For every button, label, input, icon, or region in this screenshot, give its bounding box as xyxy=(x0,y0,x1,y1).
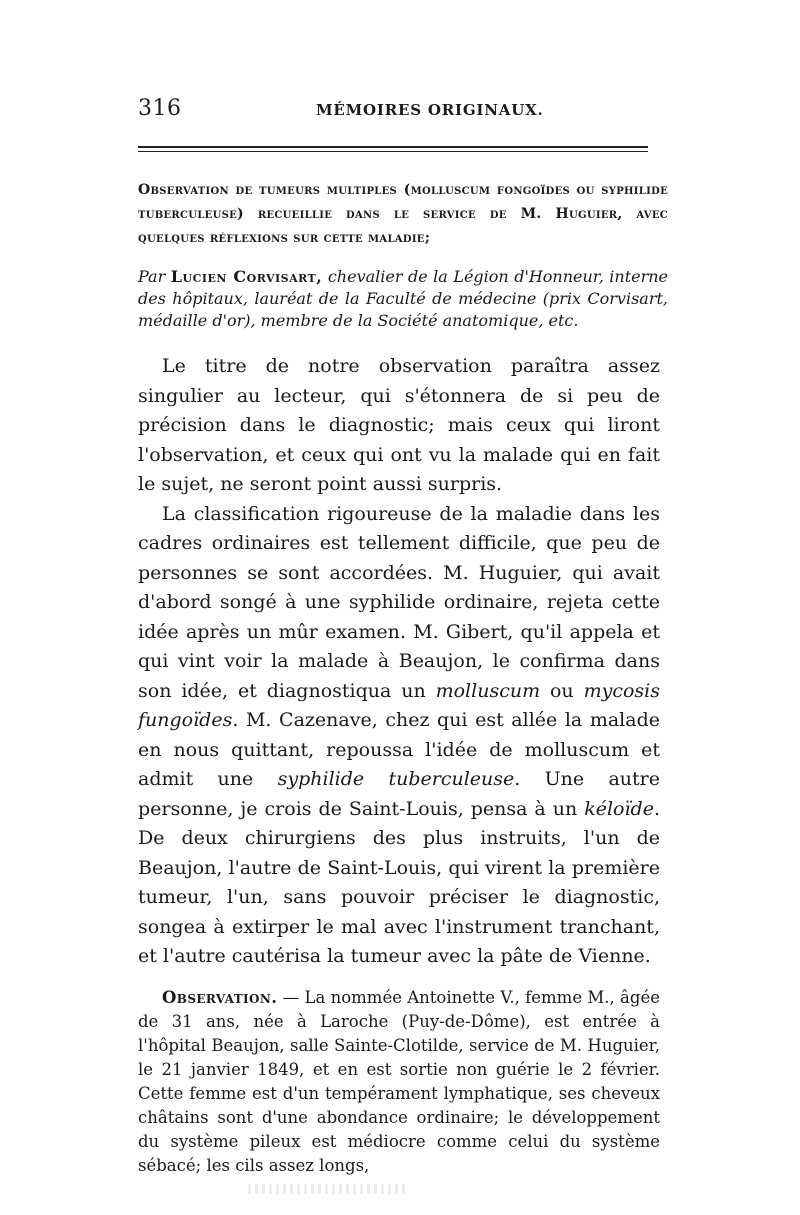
article-title: Observation de tumeurs multiples (molluscum fongoïdes ou syphilide tuberculeuse) recueillie dans le service de M. Huguier, avec quelques réflexions sur cette maladie; xyxy=(138,182,668,246)
byline-author: Lucien Corvisart, xyxy=(170,267,323,286)
term-keloide: kéloïde xyxy=(584,797,654,820)
paragraph-classification-part3: . Une autre personne, je crois de Saint-Louis, pensa à un xyxy=(138,768,661,820)
byline xyxy=(138,266,668,332)
observation-label: Observation. xyxy=(162,987,278,1007)
paragraph-classification-part2: . M. Cazenave, chez qui est allée la malade en nous quittant, repoussa l'idée de molluscum et admit une xyxy=(138,709,660,790)
paragraph-classification xyxy=(138,500,660,972)
observation-text: — La nommée Antoinette V., femme M., âgée de 31 ans, née à Laroche (Puy-de-Dôme), est entrée à l'hôpital Beaujon, salle Sainte-Clotilde, service de M. Huguier, le 21 janvier 1849, et en est sortie non guérie le 2 février. Cette femme est d'un tempérament lymphatique, ses cheveux châtains sont d'une abondance ordinaire; le développement du système pileux est médiocre comme celui du système sébacé; les cils assez longs, xyxy=(138,987,660,1175)
byline-par: Par xyxy=(138,267,166,286)
paragraph-intro: Le titre de notre observation paraîtra assez singulier au lecteur, qui s'étonnera de si peu de précision dans le diagnostic; mais ceux qui liront l'observation, et ceux qui ont vu la malade qui en fait le sujet, ne seront point aussi surpris. xyxy=(138,355,660,495)
body-text xyxy=(138,352,660,972)
header-rule xyxy=(138,146,648,152)
book-page xyxy=(138,96,668,1194)
bleed-through-text xyxy=(248,1184,408,1194)
observation-paragraph xyxy=(138,986,660,1178)
term-syphilide: syphilide tuberculeuse xyxy=(277,768,515,790)
term-molluscum: molluscum xyxy=(435,679,541,702)
running-head xyxy=(138,96,668,132)
page-number: 316 xyxy=(138,96,182,121)
observation-section xyxy=(138,986,660,1178)
running-title: MÉMOIRES ORIGINAUX. xyxy=(316,101,544,119)
paragraph-classification-part4: . De deux chirurgiens des plus instruits, l'un de Beaujon, l'autre de Saint-Louis, qui virent la première tumeur, l'un, sans pouvoir préciser le diagnostic, songea à extirper le mal avec l'instrument tranchant, et l'autre cautérisa la tumeur avec la pâte de Vienne. xyxy=(138,797,660,967)
byline-credentials: chevalier de la Légion d'Honneur, interne des hôpitaux, lauréat de la Faculté de médecine (prix Corvisart, médaille d'or), membre de la Société anatomique, etc. xyxy=(138,267,669,330)
term-mycosis: mycosis fungoïdes xyxy=(138,679,660,731)
word-ou: ou xyxy=(549,679,574,702)
header-rule-thick xyxy=(138,146,648,148)
header-rule-thin xyxy=(138,151,648,152)
paragraph-classification-part1: La classification rigoureuse de la maladie dans les cadres ordinaires est tellement difficile, que peu de personnes se sont accordées. M. Huguier, qui avait d'abord songé à une syphilide ordinaire, rejeta cette idée après un mûr examen. M. Gibert, qu'il appela et qui vint voir la malade à Beaujon, le confirma dans son idée, et diagnostiqua un xyxy=(138,502,660,702)
